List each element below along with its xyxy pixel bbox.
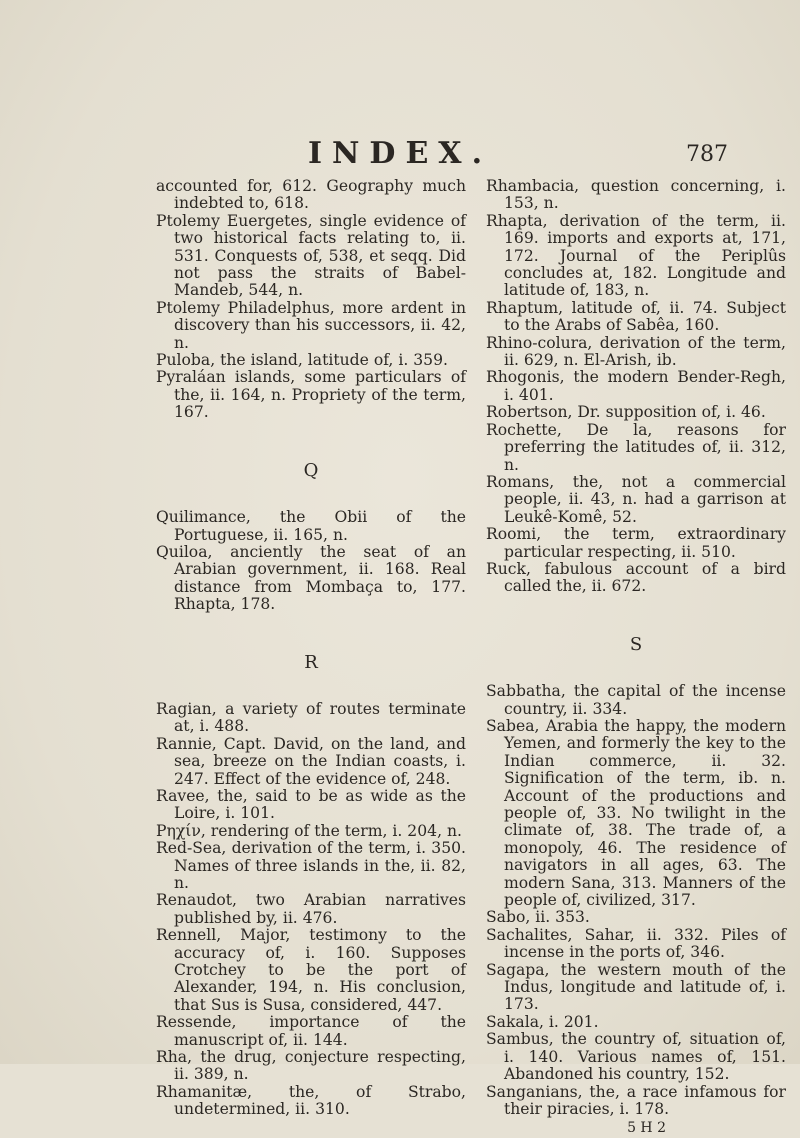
index-entry: Rhamanitæ, the, of Strabo, undetermined, ii. 310.	[156, 1082, 466, 1119]
index-entry: Rha, the drug, conjecture respecting, ii. 389, n.	[156, 1048, 466, 1084]
left-column	[156, 178, 466, 1119]
index-entry: Ptolemy Philadelphus, more ardent in discovery than his successors, ii. 42, n.	[156, 298, 466, 352]
index-entry: accounted for, 612. Geography much indebted to, 618.	[156, 177, 466, 213]
index-entry: Ruck, fabulous account of a bird called the, ii. 672.	[486, 559, 786, 596]
index-entry: Red-Sea, derivation of the term, i. 350. Names of three islands in the, ii. 82, n.	[156, 839, 466, 892]
page-number: 787	[686, 142, 728, 167]
index-entry: Sabo, ii. 353.	[486, 908, 590, 927]
index-entry: Rhino-colura, derivation of the term, ii. 629, n. El-Arish, ib.	[486, 333, 786, 370]
index-entry: Sabea, Arabia the happy, the modern Yemen, and formerly the key to the Indian commerce, ii. 32. Signification of the term, ib. n. Account of the productions and people of, 33. No twilight in the climate of, 38. The trade of, a monopoly, 46. The residence of navigators in all ages, 63. The modern Sana, 313. Manners of the people of, civilized, 317.	[486, 716, 786, 910]
index-entry: Ressende, importance of the manuscript of, ii. 144.	[156, 1013, 466, 1049]
index-entry: Ptolemy Euergetes, single evidence of two historical facts relating to, ii. 531. Conquests of, 538, et seqq. Did not pass the straits of Babel-Mandeb, 544, n.	[156, 211, 466, 300]
index-entry: Sambus, the country of, situation of, i. 140. Various names of, 151. Abandoned his country, 152.	[486, 1030, 786, 1084]
index-entry: Ravee, the, said to be as wide as the Loire, i. 101.	[156, 786, 466, 823]
section-letter-q: Q	[303, 459, 319, 481]
index-entry: Rhambacia, question concerning, i. 153, n.	[486, 177, 786, 213]
index-entry: Robertson, Dr. supposition of, i. 46.	[486, 403, 766, 422]
index-entry: Sagapa, the western mouth of the Indus, longitude and latitude of, i. 173.	[486, 960, 786, 1014]
section-letter-r: R	[304, 651, 318, 673]
index-entry: Puloba, the island, latitude of, i. 359.	[156, 351, 448, 370]
index-entry: Sabbatha, the capital of the incense country, ii. 334.	[486, 682, 786, 718]
signature-mark: 5 H 2	[627, 1120, 666, 1137]
page-title: INDEX.	[307, 136, 493, 171]
index-entry: Rhogonis, the modern Bender-Regh, i. 401.	[486, 368, 786, 404]
right-column	[486, 178, 786, 1138]
index-entry: Rennell, Major, testimony to the accuracy of, i. 160. Supposes Crotchey to be the port of Alexander, 194, n. His conclusion, that Sus is Susa, considered, 447.	[156, 926, 466, 1014]
index-entry: Quilimance, the Obii of the Portuguese, ii. 165, n.	[156, 508, 466, 544]
index-entry: Ρηχίν, rendering of the term, i. 204, n.	[156, 821, 462, 840]
index-entry: Sachalites, Sahar, ii. 332. Piles of incense in the ports of, 346.	[486, 925, 786, 962]
index-entry: Sakala, i. 201.	[486, 1012, 599, 1031]
page-header	[0, 136, 800, 176]
index-entry: Rhaptum, latitude of, ii. 74. Subject to the Arabs of Sabêa, 160.	[486, 298, 786, 335]
index-entry: Rannie, Capt. David, on the land, and sea, breeze on the Indian coasts, i. 247. Effect of the evidence of, 248.	[156, 734, 466, 788]
index-entry: Romans, the, not a commercial people, ii. 43, n. had a garrison at Leukê-Komê, 52.	[486, 472, 786, 526]
index-entry: Pyraláan islands, some particulars of the, ii. 164, n. Propriety of the term, 167.	[156, 368, 466, 422]
section-letter-s: S	[629, 633, 643, 655]
index-entry: Quiloa, anciently the seat of an Arabian government, ii. 168. Real distance from Mombaça to, 177. Rhapta, 178.	[156, 542, 466, 614]
index-entry: Rochette, De la, reasons for preferring the latitudes of, ii. 312, n.	[486, 420, 786, 474]
index-entry: Rhapta, derivation of the term, ii. 169. imports and exports at, 171, 172. Journal of the Periplûs concludes at, 182. Longitude and latitude of, 183, n.	[486, 211, 786, 300]
index-entry: Roomi, the term, extraordinary particular respecting, ii. 510.	[486, 525, 786, 561]
index-entry: Renaudot, two Arabian narratives published by, ii. 476.	[156, 891, 466, 927]
index-entry: Ragian, a variety of routes terminate at, i. 488.	[156, 699, 466, 736]
index-entry: Sanganians, the, a race infamous for their piracies, i. 178.	[486, 1082, 786, 1118]
